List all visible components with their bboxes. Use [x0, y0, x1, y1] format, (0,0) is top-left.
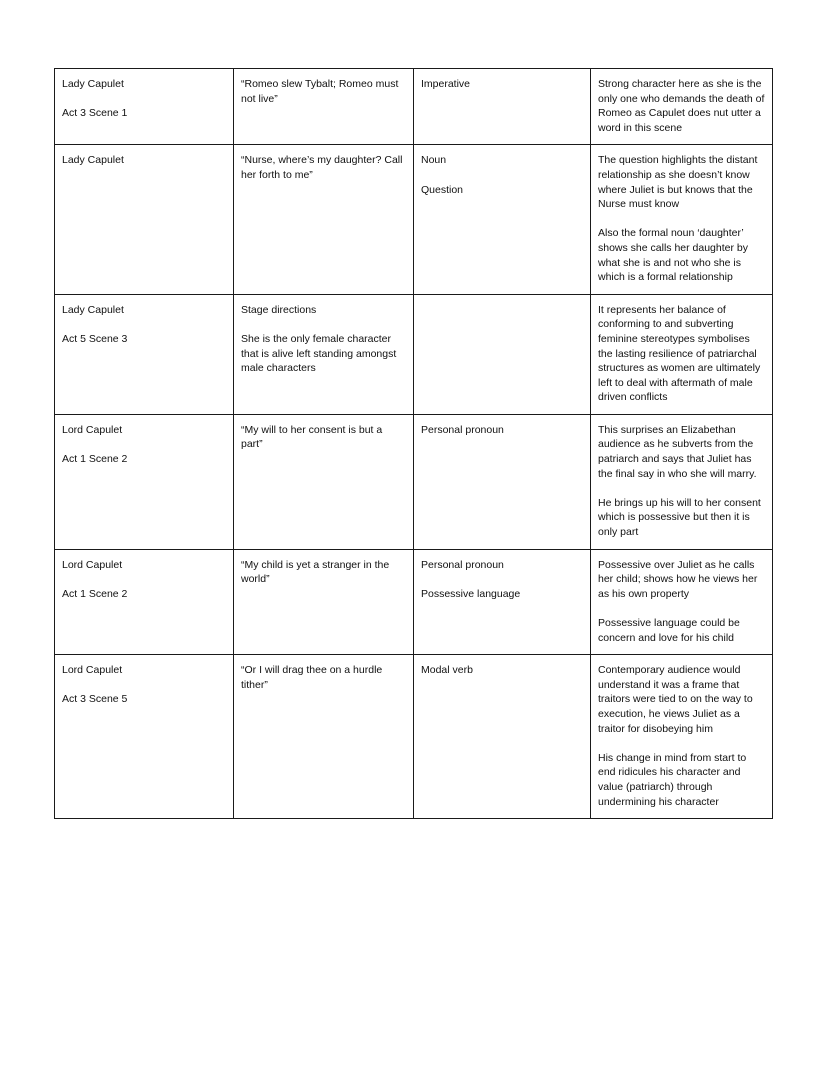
cell-paragraph: Act 3 Scene 5 [62, 693, 128, 706]
cell-paragraph: “My will to her consent is but a part” [241, 423, 383, 451]
table-cell-character-and-scene [55, 69, 234, 145]
table-row [55, 655, 773, 819]
empty-cell [421, 303, 583, 317]
table-cell-quotation [234, 549, 414, 655]
table-row [55, 549, 773, 655]
cell-paragraph: Possessive language could be concern and love for his child [598, 617, 740, 644]
table-cell-quotation [234, 414, 414, 549]
cell-paragraph: He brings up his will to her consent which is possessive but then it is only part [598, 496, 761, 539]
cell-paragraph: “My child is yet a stranger in the world” [241, 558, 390, 586]
cell-paragraph: Personal pronoun [421, 558, 504, 571]
table-cell-technique [414, 549, 591, 655]
table-cell-quotation [234, 655, 414, 819]
cell-paragraph: Stage directions [241, 303, 317, 316]
cell-paragraph: Personal pronoun [421, 423, 504, 436]
cell-paragraph: Modal verb [421, 664, 473, 677]
cell-paragraph: Possessive language [421, 587, 521, 600]
cell-paragraph: Noun [421, 154, 447, 167]
cell-paragraph: Possessive over Juliet as he calls her child; shows how he views her as his own property [598, 558, 758, 600]
table-cell-analysis [591, 549, 773, 655]
cell-paragraph: Lady Capulet [62, 78, 124, 90]
table-cell-analysis [591, 145, 773, 294]
cell-paragraph: Contemporary audience would understand it was a frame that traitors were tied to on the way to execution, he views Juliet as a traitor for disobeying him [598, 664, 753, 735]
table-cell-quotation [234, 145, 414, 294]
cell-paragraph: Lord Capulet [62, 664, 123, 677]
table-cell-character-and-scene [55, 414, 234, 549]
table-cell-analysis [591, 69, 773, 145]
table-body [55, 69, 773, 819]
cell-paragraph: It represents her balance of conforming to and subverting feminine stereotypes symbolises the lasting resilience of patriarchal structures as women are ultimately left to deal with aftermath of male driven conflicts [598, 303, 761, 404]
table-cell-technique [414, 145, 591, 294]
cell-paragraph: Lord Capulet [62, 558, 123, 571]
table-cell-technique [414, 69, 591, 145]
table-row [55, 294, 773, 414]
table-row [55, 69, 773, 145]
cell-paragraph: Lady Capulet [62, 154, 124, 167]
table-row [55, 145, 773, 294]
cell-paragraph: The question highlights the distant relationship as she doesn’t know where Juliet is but knows that the Nurse must know [598, 154, 758, 211]
cell-paragraph: Act 1 Scene 2 [62, 587, 128, 600]
cell-paragraph: Lady Capulet [62, 303, 124, 316]
cell-paragraph: Question [421, 183, 464, 196]
cell-paragraph: Also the formal noun ‘daughter’ shows she calls her daughter by what she is and not who she is which is a formal relationship [598, 227, 748, 284]
table-cell-character-and-scene [55, 145, 234, 294]
cell-paragraph: “Romeo slew Tybalt; Romeo must not live” [241, 78, 399, 105]
table-cell-character-and-scene [55, 294, 234, 414]
table-cell-quotation [234, 69, 414, 145]
cell-paragraph: This surprises an Elizabethan audience as he subverts from the patriarch and says that Juliet has the final say in who she will marry. [598, 423, 757, 480]
table-cell-character-and-scene [55, 655, 234, 819]
table-row [55, 414, 773, 549]
table-cell-technique [414, 294, 591, 414]
character-analysis-table [54, 68, 773, 819]
table-cell-character-and-scene [55, 549, 234, 655]
cell-paragraph: “Nurse, where’s my daughter? Call her forth to me” [241, 154, 403, 181]
cell-paragraph: Lord Capulet [62, 423, 123, 436]
cell-paragraph: His change in mind from start to end ridicules his character and value (patriarch) through undermining his character [598, 751, 747, 808]
table-cell-analysis [591, 294, 773, 414]
table-cell-technique [414, 414, 591, 549]
cell-paragraph: Act 5 Scene 3 [62, 332, 128, 345]
table-cell-technique [414, 655, 591, 819]
cell-paragraph: Strong character here as she is the only one who demands the death of Romeo as Capulet does nut utter a word in this scene [598, 78, 765, 134]
cell-paragraph: She is the only female character that is alive left standing amongst male characters [241, 332, 397, 375]
cell-paragraph: Act 3 Scene 1 [62, 107, 128, 120]
cell-paragraph: Imperative [421, 78, 471, 90]
cell-paragraph: “Or I will drag thee on a hurdle tither” [241, 664, 383, 691]
table-cell-quotation [234, 294, 414, 414]
table-cell-analysis [591, 414, 773, 549]
cell-paragraph: Act 1 Scene 2 [62, 453, 128, 466]
table-cell-analysis [591, 655, 773, 819]
